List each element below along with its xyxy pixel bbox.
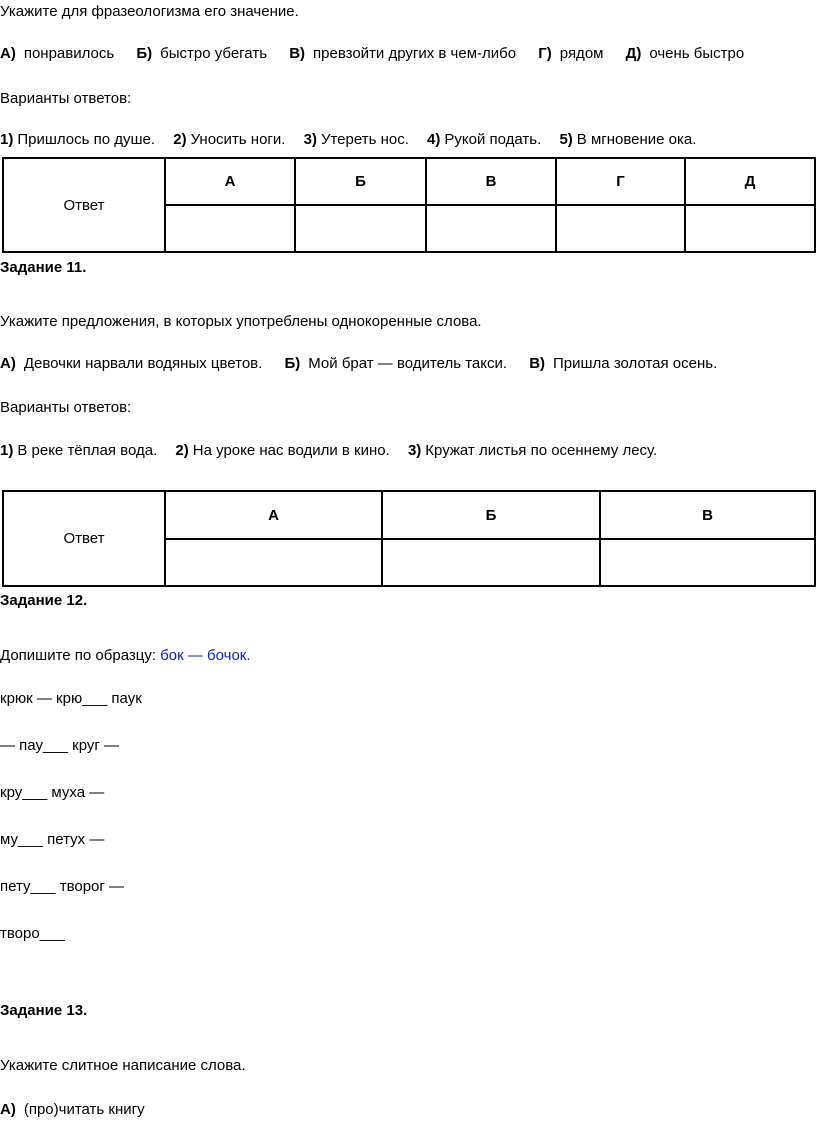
- task10-answer-table: [2, 157, 816, 253]
- task12-instruction-line: [0, 646, 251, 666]
- answer-5: 5) В мгновение ока.: [559, 131, 697, 148]
- column-header: А: [165, 491, 382, 539]
- task13-title: Задание 13.: [0, 1002, 88, 1019]
- answer-cell[interactable]: [382, 539, 600, 586]
- task12-line: крюк — крю___ паук: [0, 690, 142, 707]
- task12-instruction: Допишите по образцу:: [0, 647, 157, 664]
- task11-answers: [0, 441, 671, 461]
- task11-variants-label: Варианты ответов:: [0, 399, 132, 416]
- task12-line: му___ петух —: [0, 831, 105, 848]
- answer-cell[interactable]: [685, 205, 815, 252]
- option-v: В) Пришла золотая осень.: [529, 355, 718, 372]
- task11-title: Задание 11.: [0, 259, 87, 276]
- task10-answers: [0, 130, 710, 150]
- task12-example: бок — бочок.: [160, 647, 251, 664]
- answer-1: 1) В реке тёплая вода.: [0, 442, 158, 459]
- option-b: Б) быстро убегать: [136, 45, 268, 62]
- answer-2: 2) Уносить ноги.: [173, 131, 286, 148]
- answer-cell[interactable]: [426, 205, 556, 252]
- task11-instruction: Укажите предложения, в которых употреблены однокоренные слова.: [0, 313, 482, 330]
- task10-options: [0, 44, 762, 64]
- option-g: Г) рядом: [538, 45, 604, 62]
- task10-instruction: Укажите для фразеологизма его значение.: [0, 3, 299, 20]
- task11-options: [0, 354, 735, 374]
- task13-options: [0, 1100, 163, 1120]
- task12-line: кру___ муха —: [0, 784, 105, 801]
- answer-cell[interactable]: [165, 205, 295, 252]
- task12-title: Задание 12.: [0, 592, 88, 609]
- option-a: А) (про)читать книгу: [0, 1101, 145, 1118]
- task12-line: творо___: [0, 925, 65, 942]
- option-v: В) превзойти других в чем-либо: [289, 45, 517, 62]
- answer-cell[interactable]: [295, 205, 426, 252]
- answer-cell[interactable]: [556, 205, 685, 252]
- answer-4: 4) Рукой подать.: [427, 131, 542, 148]
- column-header: В: [426, 158, 556, 205]
- option-d: Д) очень быстро: [625, 45, 745, 62]
- answer-3: 3) Утереть нос.: [303, 131, 409, 148]
- column-header: Д: [685, 158, 815, 205]
- answer-label: Ответ: [3, 491, 165, 586]
- option-a: А) Девочки нарвали водяных цветов.: [0, 355, 263, 372]
- task12-line: — пау___ круг —: [0, 737, 120, 754]
- column-header: Г: [556, 158, 685, 205]
- task13-instruction: Укажите слитное написание слова.: [0, 1057, 246, 1074]
- column-header: Б: [382, 491, 600, 539]
- task12-line: пету___ творог —: [0, 878, 125, 895]
- option-a: А) понравилось: [0, 45, 115, 62]
- answer-1: 1) Пришлось по душе.: [0, 131, 156, 148]
- column-header: Б: [295, 158, 426, 205]
- answer-label: Ответ: [3, 158, 165, 252]
- answer-cell[interactable]: [600, 539, 815, 586]
- answer-cell[interactable]: [165, 539, 382, 586]
- task11-answer-table: [2, 490, 816, 587]
- answer-3: 3) Кружат листья по осеннему лесу.: [407, 442, 658, 459]
- option-b: Б) Мой брат — водитель такси.: [284, 355, 508, 372]
- task10-variants-label: Варианты ответов:: [0, 90, 132, 107]
- column-header: В: [600, 491, 815, 539]
- column-header: А: [165, 158, 295, 205]
- answer-2: 2) На уроке нас водили в кино.: [175, 442, 390, 459]
